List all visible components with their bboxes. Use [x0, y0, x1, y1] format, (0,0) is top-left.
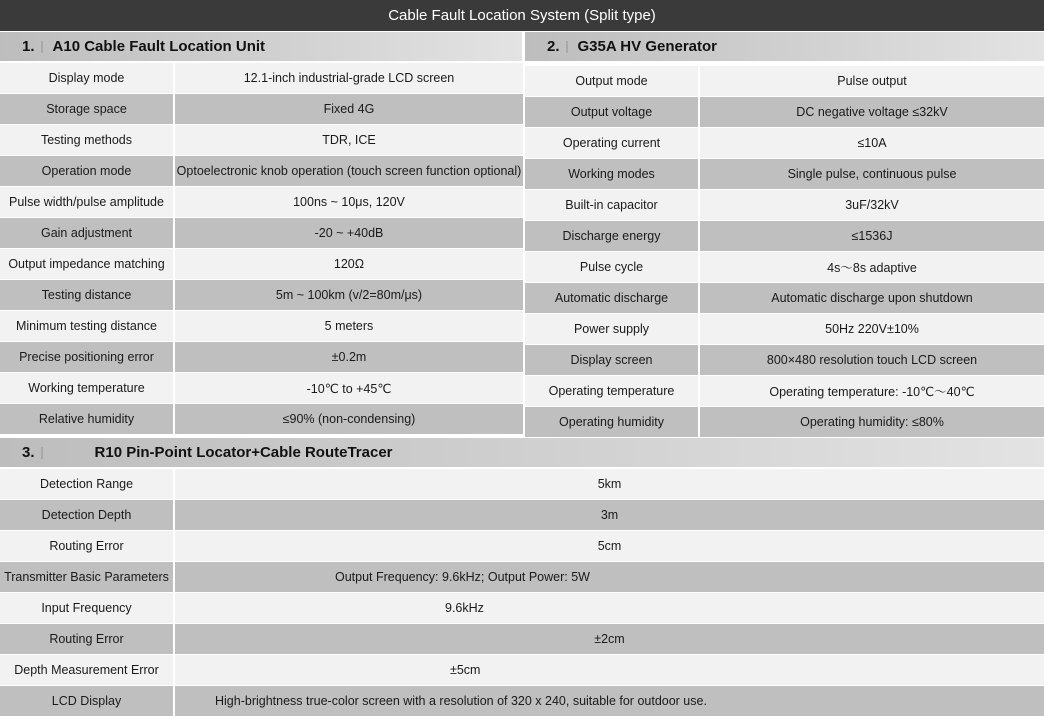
- table-row: [0, 624, 1044, 655]
- spec-value: Fixed 4G: [175, 94, 523, 124]
- spec-label: Precise positioning error: [0, 342, 175, 372]
- spec-label: Operation mode: [0, 156, 175, 186]
- spec-value: 3m: [175, 500, 1044, 530]
- spec-value: 5km: [175, 469, 1044, 499]
- section-header-g35a: [525, 32, 1044, 61]
- spec-value: 800×480 resolution touch LCD screen: [700, 345, 1044, 375]
- table-row: [0, 500, 1044, 531]
- table-row: [0, 342, 523, 373]
- spec-value: Operating humidity: ≤80%: [700, 407, 1044, 437]
- spec-label: Operating humidity: [525, 407, 700, 437]
- table-row: [525, 314, 1044, 345]
- table-row: [525, 345, 1044, 376]
- spec-value: ≤10A: [700, 128, 1044, 158]
- spec-label: Working modes: [525, 159, 700, 189]
- spec-label: Pulse cycle: [525, 252, 700, 282]
- table-row: [525, 376, 1044, 407]
- spec-value: -10℃ to +45℃: [175, 373, 523, 403]
- spec-value: ≤1536J: [700, 221, 1044, 251]
- table-row: [0, 156, 523, 187]
- spec-label: Transmitter Basic Parameters: [0, 562, 175, 592]
- spec-value: 4s～8s adaptive: [700, 252, 1044, 282]
- spec-label: Operating temperature: [525, 376, 700, 406]
- spec-label: Detection Range: [0, 469, 175, 499]
- table-row: [525, 283, 1044, 314]
- spec-value: 120Ω: [175, 249, 523, 279]
- spec-value: ≤90% (non-condensing): [175, 404, 523, 434]
- spec-label: Detection Depth: [0, 500, 175, 530]
- spec-value: 5cm: [175, 531, 1044, 561]
- spec-label: Gain adjustment: [0, 218, 175, 248]
- table-row: [0, 280, 523, 311]
- spec-label: Automatic discharge: [525, 283, 700, 313]
- table-row: [0, 531, 1044, 562]
- spec-value: 12.1-inch industrial-grade LCD screen: [175, 63, 523, 93]
- section-separator: [41, 41, 43, 53]
- section-title: R10 Pin-Point Locator+Cable RouteTracer: [94, 444, 393, 461]
- spec-label: Minimum testing distance: [0, 311, 175, 341]
- section-header-a10: [0, 32, 522, 61]
- spec-value: ±2cm: [175, 624, 1044, 654]
- table-row: [0, 562, 1044, 593]
- table-row: [525, 221, 1044, 252]
- table-row: [0, 404, 523, 435]
- spec-label: Pulse width/pulse amplitude: [0, 187, 175, 217]
- spec-label: Relative humidity: [0, 404, 175, 434]
- spec-value: Operating temperature: -10℃～40℃: [700, 376, 1044, 406]
- spec-value: ±0.2m: [175, 342, 523, 372]
- spec-table-a10: [0, 63, 523, 435]
- spec-table-r10: [0, 469, 1044, 717]
- spec-value: 50Hz 220V±10%: [700, 314, 1044, 344]
- spec-label: Routing Error: [0, 624, 175, 654]
- spec-value: 5m ~ 100km (v/2=80m/μs): [175, 280, 523, 310]
- table-row: [525, 252, 1044, 283]
- spec-value: 9.6kHz: [175, 593, 1044, 623]
- spec-value: -20 ~ +40dB: [175, 218, 523, 248]
- spec-label: Power supply: [525, 314, 700, 344]
- table-row: [0, 686, 1044, 717]
- spec-value: 3uF/32kV: [700, 190, 1044, 220]
- spec-value: 100ns ~ 10μs, 120V: [175, 187, 523, 217]
- table-row: [0, 218, 523, 249]
- table-row: [0, 249, 523, 280]
- spec-label: Working temperature: [0, 373, 175, 403]
- spec-value: High-brightness true-color screen with a resolution of 320 x 240, suitable for outdoor use.: [175, 686, 1044, 716]
- spec-label: Testing methods: [0, 125, 175, 155]
- table-row: [525, 66, 1044, 97]
- spec-label: Built-in capacitor: [525, 190, 700, 220]
- table-row: [0, 593, 1044, 624]
- spec-label: Display screen: [525, 345, 700, 375]
- section-number: 3.: [22, 444, 35, 461]
- spec-label: Routing Error: [0, 531, 175, 561]
- spec-label: Output mode: [525, 66, 700, 96]
- spec-value: Automatic discharge upon shutdown: [700, 283, 1044, 313]
- spec-label: Output voltage: [525, 97, 700, 127]
- table-row: [0, 63, 523, 94]
- spec-label: Display mode: [0, 63, 175, 93]
- spec-label: Output impedance matching: [0, 249, 175, 279]
- spec-value: Pulse output: [700, 66, 1044, 96]
- spec-table-g35a: [525, 66, 1044, 438]
- spec-value: 5 meters: [175, 311, 523, 341]
- section-number: 2.: [547, 38, 560, 55]
- table-row: [525, 407, 1044, 438]
- table-row: [0, 125, 523, 156]
- spec-label: Storage space: [0, 94, 175, 124]
- spec-label: Depth Measurement Error: [0, 655, 175, 685]
- table-row: [0, 469, 1044, 500]
- table-row: [525, 97, 1044, 128]
- table-row: [0, 187, 523, 218]
- spec-value: Single pulse, continuous pulse: [700, 159, 1044, 189]
- section-separator: [566, 41, 568, 53]
- spec-label: Operating current: [525, 128, 700, 158]
- table-row: [0, 655, 1044, 686]
- section-title: G35A HV Generator: [577, 38, 718, 55]
- spec-label: Discharge energy: [525, 221, 700, 251]
- spec-label: Input Frequency: [0, 593, 175, 623]
- table-row: [525, 159, 1044, 190]
- table-row: [0, 311, 523, 342]
- section-header-r10: [0, 438, 1044, 467]
- spec-value: Output Frequency: 9.6kHz; Output Power: 5W: [175, 562, 1044, 592]
- section-separator: [41, 447, 43, 459]
- spec-value: ±5cm: [175, 655, 1044, 685]
- page-title: Cable Fault Location System (Split type): [0, 0, 1044, 31]
- table-row: [525, 128, 1044, 159]
- spec-label: Testing distance: [0, 280, 175, 310]
- section-number: 1.: [22, 38, 35, 55]
- table-row: [0, 94, 523, 125]
- spec-value: Optoelectronic knob operation (touch screen function optional): [175, 156, 523, 186]
- spec-value: TDR, ICE: [175, 125, 523, 155]
- spec-label: LCD Display: [0, 686, 175, 716]
- section-title: A10 Cable Fault Location Unit: [52, 38, 266, 55]
- table-row: [0, 373, 523, 404]
- spec-value: DC negative voltage ≤32kV: [700, 97, 1044, 127]
- table-row: [525, 190, 1044, 221]
